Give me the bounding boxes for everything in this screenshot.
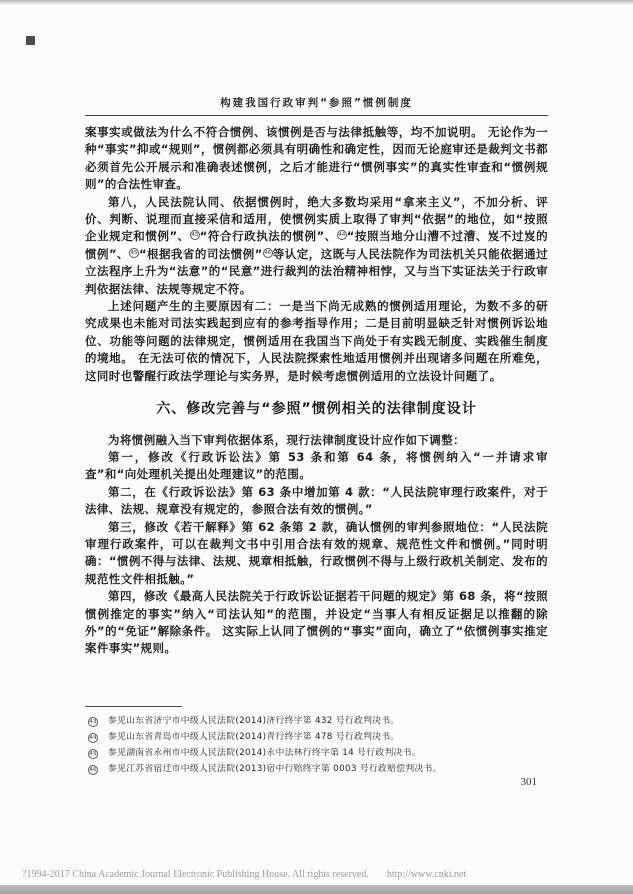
cnki-url: http://www.cnki.net	[386, 869, 467, 880]
footnote-ref: 43	[191, 232, 199, 239]
paragraph: 上述问题产生的主要原因有二：一是当下尚无成熟的惯例适用理论，为数不多的研究成果也未能对司法实践起到应有的参考指导作用；二是目前明显缺乏针对惯例诉讼地位、功能等问题的法律规定，惯例适用在我国当下尚处于有实践无制度、实践催生制度的境地。 在无法可依的情况下，人民法院探索性地适用惯例并出现诸多问题在所难免，这同时也警醒行政法学理论与实务界，是时候考虑惯例适用的立法设计问题了。	[85, 299, 548, 383]
paragraph: 第二，在《行政诉讼法》第 63 条中增加第 4 款：“人民法院审理行政案件，对于法律、法规、规章没有规定的，参照合法有效的惯例。”	[85, 484, 548, 517]
footnote-item	[88, 764, 550, 775]
running-header-title: 构建我国行政审判“参照”惯例制度	[220, 97, 413, 109]
paragraph: 第一，修改《行政诉讼法》第 53 条和第 64 条，将惯例纳入“一并请求审查”和“向处理机关提出处理建议”的范围。	[85, 449, 548, 482]
paragraph: 第三，修改《若干解释》第 62 条第 2 款，确认惯例的审判参照地位：“人民法院审理行政案件，可以在裁判文书中引用合法有效的规章、规范性文件和惯例。”同时明确：“惯例不得与法律、法规、规章相抵触，行政惯例不得与上级行政机关制定、发布的规范性文件相抵触。”	[85, 519, 548, 586]
copyright-text: ?1994-2017 China Academic Journal Electronic Publishing House. All rights reserved.	[22, 869, 369, 880]
footnote-separator	[85, 706, 182, 707]
scan-artifact-mark	[26, 36, 35, 45]
footnote-text: 参见江苏省宿迁市中级人民法院(2013)宿中行赔终字第 0003 号行政赔偿判决书。	[108, 764, 442, 774]
footnote-item	[88, 716, 550, 727]
footnote-list	[88, 716, 550, 780]
section-heading: 六、修改完善与“参照”惯例相关的法律制度设计	[156, 401, 477, 418]
footnote-text: 参见山东省青岛市中级人民法院(2014)青行终字第 478 号行政判决书。	[108, 732, 400, 742]
footnote-ref: 44	[338, 232, 346, 239]
footnote-ref: 45	[130, 249, 138, 256]
scan-bottom-band	[0, 885, 633, 894]
page-number: 301	[520, 776, 537, 788]
paragraph: 为将惯例融入当下审判依据体系，现行法律制度设计应作如下调整：	[108, 432, 465, 447]
paragraph: 第八，人民法院认同、依据惯例时，绝大多数均采用“拿来主义”，不加分析、评价、判断、说理而直接采信和适用，使惯例实质上取得了审判“依据”的地位，如“按照企业规定和惯例”、 43 “符合行政执法的惯例”、 44 “按照当地分山漕不过漕、岌不过岌的惯例”、 45 “根据我省的司法惯例” 46 等认定，这既与人民法院作为司法机关只能依据通过立法程序上升为“法意”的“民意”进行裁判的法治精神相悖，又与当下实证法关于行政审判依据法律、法规等规定不符。	[85, 194, 549, 296]
footnote-item	[88, 748, 550, 759]
header-rule	[85, 115, 548, 116]
footnote-text: 参见湖南省永州市中级人民法院(2014)永中法林行终字第 14 号行政判决书。	[108, 748, 421, 758]
scan-top-shadow	[0, 0, 633, 5]
paragraph: 第四，修改《最高人民法院关于行政诉讼证据若干问题的规定》第 68 条，将“按照惯例推定的事实”纳入“司法认知”的范围，并设定“当事人有相反证据足以推翻的除外”的“免证”解除条件。 这实际上认同了惯例的“事实”面向，确立了“依惯例事实推定案件事实”规则。	[85, 589, 548, 656]
footnote-marker: 44	[89, 734, 97, 741]
footer-copyright-line	[22, 869, 466, 880]
footnote-item	[88, 732, 550, 743]
paragraph: 案事实或做法为什么不符合惯例、该惯例是否与法律抵触等，均不加说明。 无论作为一种“事实”抑或“规则”，惯例都必须具有明确性和确定性，因而无论庭审还是裁判文书都必须首先公开展示和准确表述惯例，之后才能进行“惯例事实”的真实性审查和“惯例规则”的合法性审查。	[85, 125, 548, 192]
footnote-marker: 45	[89, 750, 97, 757]
article-blocks	[85, 124, 548, 658]
footnote-marker: 43	[89, 718, 97, 725]
footnote-ref: 46	[264, 249, 272, 256]
footnote-text: 参见山东省济宁市中级人民法院(2014)济行终字第 432 号行政判决书。	[108, 716, 400, 726]
footnote-marker: 46	[89, 766, 97, 773]
